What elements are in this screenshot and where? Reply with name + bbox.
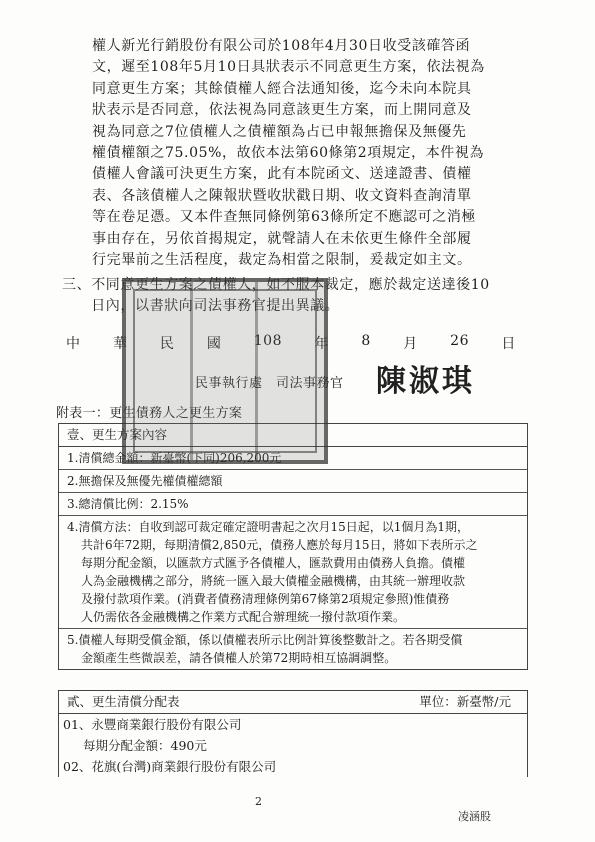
text-line: 三、不同意更生方案之債權人，如不服本裁定，應於裁定送達後10 <box>62 277 490 293</box>
plan-item-line: 金額產生些微誤差，請各債權人於第72期時相互協調調整。 <box>81 651 397 665</box>
plan-item-line: 2.無擔保及無優先權債權總額 <box>67 474 223 488</box>
date-char: 日 <box>501 336 516 352</box>
plan-item-line: 共計6年72期，每期清償2,850元，債務人應於每月15日，將如下表所示之 <box>81 538 478 552</box>
text-line: 權債權額之75.05%，故依本法第60條第2項規定，本件視為 <box>92 145 485 162</box>
officer-signature: 陳淑琪 <box>376 364 475 399</box>
text-line: 文，遲至108年5月10日具狀表示不同意更生方案，依法視為 <box>92 59 485 76</box>
date-char: 國 <box>206 336 222 352</box>
plan-item-line: 及撥付款項作業。(消費者債務清理條例第67條第2項規定參照)惟債務 <box>81 592 450 606</box>
plan-item-line: 3.總清償比例：2.15% <box>67 497 189 511</box>
date-char: 月 <box>403 336 418 352</box>
date-char: 華 <box>112 336 128 352</box>
plan-item-line: 人仍需依各金融機構之作業方式配合辦理統一撥付款項作業。 <box>81 610 406 624</box>
plan-item <box>59 629 527 669</box>
distribution-table <box>58 690 528 777</box>
court-seal-stamp <box>122 278 328 464</box>
creditor-entry <box>59 714 527 777</box>
text-line: 狀表示是否同意，依法視為同意該更生方案，而上開同意及 <box>92 102 472 119</box>
creditor-amount: 每期分配金額：490元 <box>83 738 207 753</box>
currency-unit: 單位：新臺幣/元 <box>419 694 511 709</box>
plan-item-line: 1.清償總金額：新臺幣(下同)206,200元 <box>67 451 282 465</box>
text-line: 視為同意之7位債權人之債權額為占已申報無擔保及無優先 <box>92 123 467 140</box>
date-char: 民 <box>159 336 175 352</box>
plan-item-line: 每期分配金額，以匯款方式匯予各債權人，匯款費用由債務人負擔。債權 <box>81 556 466 570</box>
section-title: 壹、更生方案內容 <box>67 427 168 442</box>
text-line: 等在卷足憑。又本件查無同條例第63條所定不應認可之消極 <box>92 209 477 226</box>
ruling-reason-paragraph <box>92 36 520 271</box>
date-month: 8 <box>361 333 371 349</box>
text-line: 日內，以書狀向司法事務官提出異議。 <box>62 298 340 315</box>
plan-item-line: 4.清償方法：自收到認可裁定確定證明書起之次月15日起，以1個月為1期， <box>67 520 469 534</box>
plan-item-line: 人為金融機構之部分，將統一匯入最大債權金融機構，由其統一辦理收款 <box>81 574 466 588</box>
court-officer-title: 民事執行處 司法事務官 <box>195 376 344 391</box>
text-line: 同意更生方案；其餘債權人經合法通知後，迄今未向本院具 <box>92 80 472 97</box>
text-line: 債權人會議可決更生方案，此有本院函文、送達證書、債權 <box>92 166 472 183</box>
plan-item <box>59 470 527 493</box>
section-header <box>59 691 527 714</box>
text-line: 表、各該債權人之陳報狀暨收狀戳日期、收文資料查詢清單 <box>92 187 472 204</box>
text-line: 權人新光行銷股份有限公司於108年4月30日收受該確答函 <box>92 38 471 54</box>
clerk-initials: 凌涵股 <box>458 810 491 823</box>
text-line: 事由存在，另依首揭規定，就聲請人在未依更生條件全部履 <box>92 230 472 247</box>
annex-title: 附表一：更生債務人之更生方案 <box>56 406 243 421</box>
creditor-name: 01、永豐商業銀行股份有限公司 <box>63 717 242 732</box>
plan-item <box>59 493 527 516</box>
text-line: 行完畢前之生活程度，裁定為相當之限制，爰裁定如主文。 <box>92 252 472 269</box>
date-char: 年 <box>314 336 329 352</box>
plan-item-line: 5.債權人每期受償金額，係以債權表所示比例計算後整數計之。若各期受償 <box>67 633 463 647</box>
creditor-name: 02、花旗(台灣)商業銀行股份有限公司 <box>63 759 277 774</box>
section-title: 貳、更生清償分配表 <box>67 694 180 709</box>
date-year: 108 <box>253 333 282 349</box>
date-char: 中 <box>66 336 81 352</box>
plan-item <box>59 516 527 629</box>
page-number: 2 <box>255 795 262 808</box>
date-day: 26 <box>450 333 469 349</box>
